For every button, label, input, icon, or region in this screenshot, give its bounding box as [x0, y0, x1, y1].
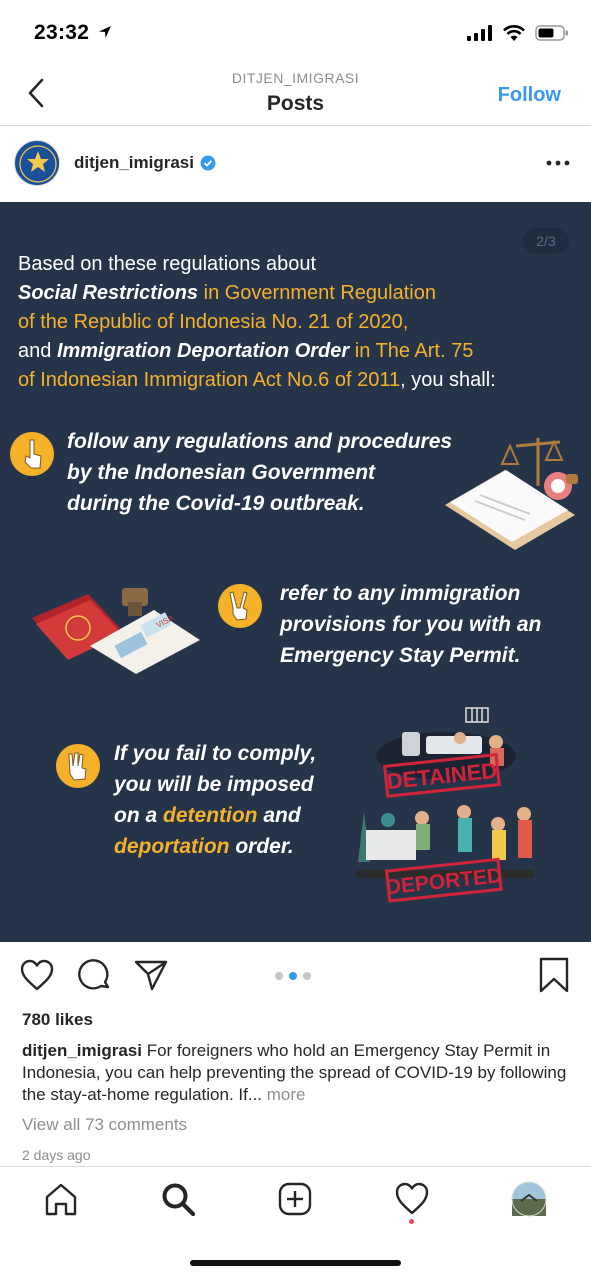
username-row — [74, 153, 216, 173]
intro-text: Based on these regulations about Social Restrictions in Government Regulation of the Republic of Indonesia No. 21 of 2020, and Immigration Deportation Order in The Art. 75 of Indonesian Immigration Act No.6 of 2011, you shall: — [18, 253, 496, 391]
follow-button[interactable]: Follow — [497, 84, 561, 106]
page-title: Posts — [266, 92, 325, 115]
three-fingers-icon — [56, 744, 100, 788]
detained-stamp: DETAINED — [385, 757, 499, 795]
caption — [22, 1040, 572, 1106]
caption-username[interactable]: ditjen_imigrasi — [22, 1041, 142, 1060]
visa-stamp-label: VISA — [154, 613, 176, 630]
post-actions — [0, 942, 591, 1010]
post-image[interactable] — [0, 202, 591, 942]
home-indicator — [190, 1260, 401, 1266]
caption-more-link[interactable]: more — [262, 1085, 306, 1104]
verified-badge-icon — [200, 155, 216, 171]
more-options-icon[interactable] — [545, 150, 571, 176]
profile-icon[interactable] — [511, 1181, 547, 1217]
activity-heart-icon[interactable] — [394, 1181, 430, 1217]
status-time: 23:32 — [34, 21, 113, 45]
home-icon[interactable] — [43, 1181, 79, 1217]
deported-stamp: DEPORTED — [384, 864, 504, 900]
heart-icon[interactable] — [20, 959, 54, 991]
nav-subtitle: DITJEN_IMIGRASI — [231, 70, 360, 86]
search-icon[interactable] — [160, 1181, 196, 1217]
view-comments-link[interactable]: View all 73 comments — [22, 1115, 188, 1134]
emblem-logo — [15, 141, 60, 186]
one-finger-icon — [10, 432, 54, 476]
wifi-icon — [502, 24, 526, 42]
page-indicator: 2/3 — [523, 228, 569, 254]
detention-deportation-illustration — [346, 702, 542, 908]
comment-icon[interactable] — [78, 959, 112, 993]
carousel-dot — [275, 972, 283, 980]
share-icon[interactable] — [134, 959, 168, 991]
battery-icon — [535, 24, 569, 42]
bookmark-icon[interactable] — [539, 957, 569, 993]
likes-count[interactable]: 780 likes — [22, 1010, 93, 1029]
username[interactable]: ditjen_imigrasi — [74, 153, 194, 172]
tab-bar — [0, 1166, 591, 1236]
status-bar — [0, 0, 591, 64]
post-header — [0, 126, 591, 202]
status-icons — [467, 24, 569, 42]
item-3-text: If you fail to comply, you will be imposed on a detention and deportation order. — [114, 742, 317, 858]
item-1-text: follow any regulations and procedures by the Indonesian Government during the Covid-19 outbreak. — [67, 430, 453, 515]
avatar[interactable] — [14, 140, 60, 186]
scales-document-illustration — [440, 430, 580, 555]
carousel-dot — [303, 972, 311, 980]
carousel-dot-active — [289, 972, 297, 980]
passport-visa-illustration — [28, 584, 204, 674]
nav-header — [0, 64, 591, 126]
activity-notification-dot — [409, 1219, 414, 1224]
item-2-text: refer to any immigration provisions for you with an Emergency Stay Permit. — [280, 582, 542, 667]
carousel-dots — [275, 972, 311, 980]
add-post-icon[interactable] — [277, 1181, 313, 1217]
location-arrow-icon — [97, 24, 113, 40]
post-timestamp: 2 days ago — [22, 1147, 91, 1163]
two-fingers-icon — [218, 584, 262, 628]
signal-icon — [467, 25, 493, 41]
caption-text: For foreigners who hold an Emergency Stay Permit in Indonesia, you can help preventing the spread of COVID-19 by following the stay-at-home regulation. If... — [22, 1041, 567, 1104]
